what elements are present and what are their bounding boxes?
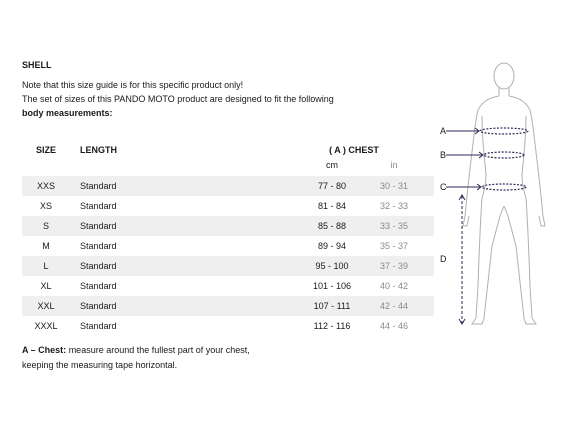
table-row: XXXL Standard 112 - 116 44 - 46	[34, 321, 409, 331]
header-chest: ( A ) CHEST	[329, 145, 379, 155]
label-b: B	[440, 150, 447, 160]
label-c: C	[440, 182, 447, 192]
note-line-1: Note that this size guide is for this specific product only!	[22, 80, 244, 90]
table-row: M Standard 89 - 94 35 - 37	[42, 241, 409, 251]
label-d: D	[440, 254, 447, 264]
size-table	[22, 142, 434, 336]
body-silhouette	[463, 63, 545, 324]
unit-in: in	[390, 160, 398, 170]
product-heading: SHELL	[22, 60, 52, 70]
table-header	[22, 142, 434, 158]
table-row: XXL Standard 107 - 111 42 - 44	[22, 296, 434, 316]
note-line-2: The set of sizes of this PANDO MOTO product are designed to fit the following	[22, 94, 334, 104]
label-a: A	[440, 126, 447, 136]
table-row: XS Standard 81 - 84 32 - 33	[39, 201, 409, 211]
header-length: LENGTH	[80, 145, 117, 155]
footnote-label: A – Chest:	[22, 345, 67, 355]
table-row: S Standard 85 - 88 33 - 35	[22, 216, 434, 236]
note-line-3: body measurements:	[22, 108, 113, 118]
body-measurement-diagram	[432, 56, 562, 346]
unit-row	[22, 158, 434, 172]
header-size: SIZE	[35, 145, 56, 155]
footnote-line-1	[22, 345, 250, 355]
table-row: L Standard 95 - 100 37 - 39	[22, 256, 434, 276]
footnote-text: measure around the fullest part of your chest,	[66, 345, 250, 355]
unit-cm: cm	[326, 160, 338, 170]
table-row: XXS Standard 77 - 80 30 - 31	[22, 176, 434, 196]
footnote-line-2: keeping the measuring tape horizontal.	[22, 360, 178, 370]
table-row: XL Standard 101 - 106 40 - 42	[40, 281, 409, 291]
